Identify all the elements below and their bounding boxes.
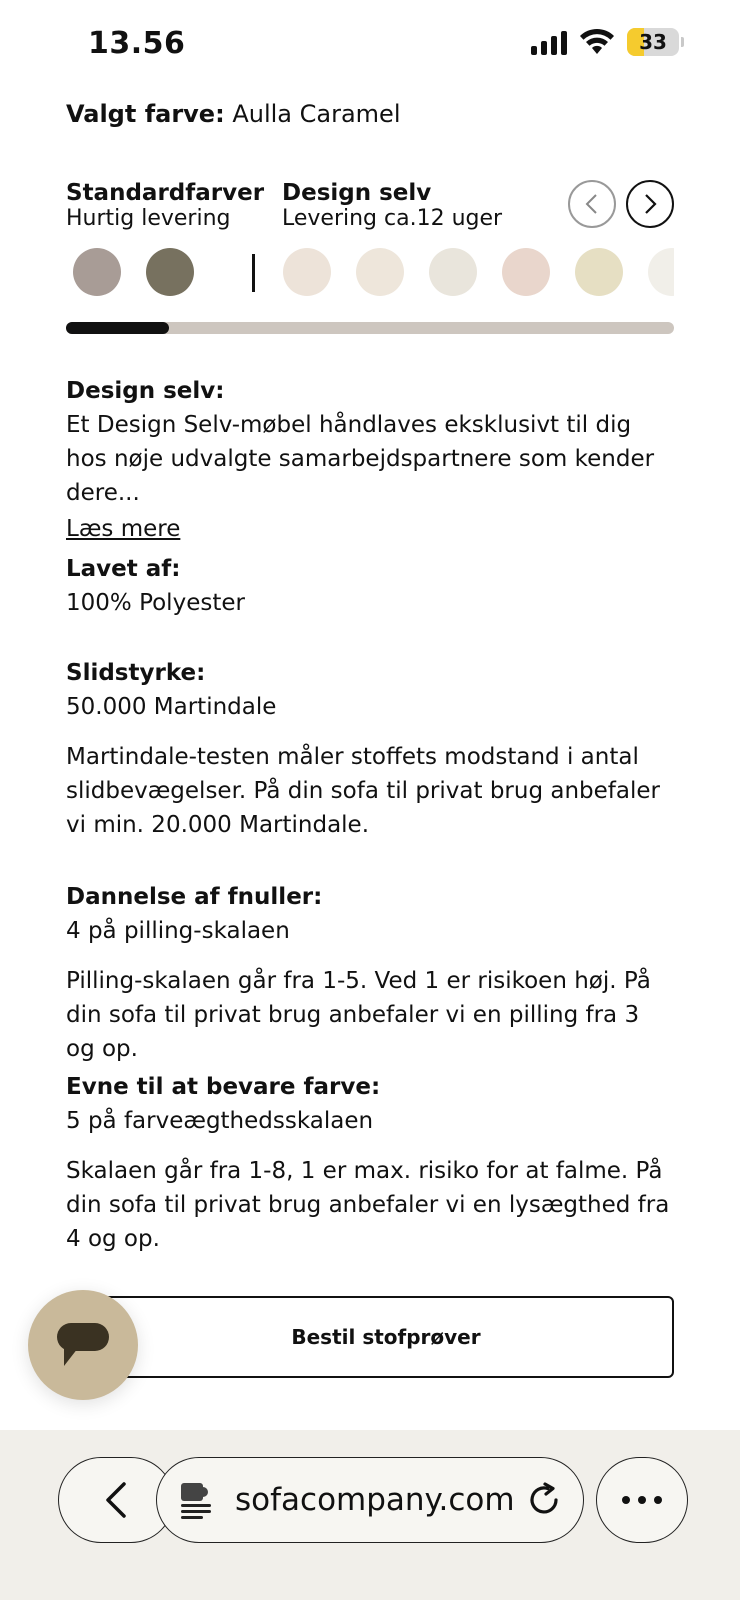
wear-value: 50.000 Martindale: [66, 694, 277, 720]
status-icons: [531, 28, 684, 56]
read-more-link[interactable]: Læs mere: [66, 516, 181, 542]
group-standard-title: Standardfarver: [66, 180, 265, 206]
pilling-title: Dannelse af fnuller:: [66, 884, 323, 910]
color-swatch-design[interactable]: [648, 248, 674, 296]
url-text: sofacompany.com: [235, 1482, 515, 1518]
wear-text: Martindale-testen måler stoffets modstand i antal slidbevægelser. På din sofa til privat brug anbefaler vi min. 20.000 Martindale.: [66, 744, 660, 838]
dot-icon: [622, 1496, 630, 1504]
reload-icon[interactable]: [525, 1481, 563, 1519]
wifi-icon: [579, 28, 615, 56]
color-swatch-standard[interactable]: [73, 248, 121, 296]
dot-icon: [654, 1496, 662, 1504]
chevron-right-icon: [640, 192, 660, 216]
more-options-button[interactable]: [596, 1457, 688, 1543]
color-swatch-standard[interactable]: [146, 248, 194, 296]
selected-color: [66, 100, 674, 128]
battery-icon: [627, 28, 679, 56]
status-bar: [0, 0, 740, 90]
group-design-subtitle: Levering ca.12 uger: [282, 206, 503, 231]
reader-puzzle-icon: [177, 1480, 217, 1520]
color-fastness-text: Skalaen går fra 1-8, 1 er max. risiko for at falme. På din sofa til privat brug anbefaler vi en lysægthed fra 4 og op.: [66, 1158, 670, 1252]
group-design[interactable]: [282, 180, 502, 232]
selected-color-label: Valgt farve:: [66, 100, 225, 128]
cellular-signal-icon: [531, 29, 567, 55]
dot-icon: [638, 1496, 646, 1504]
color-swatch-design[interactable]: [502, 248, 550, 296]
pilling-section: [66, 880, 674, 1066]
color-swatch-design[interactable]: [283, 248, 331, 296]
design-title: Design selv:: [66, 378, 225, 404]
made-of-title: Lavet af:: [66, 556, 181, 582]
status-time: 13.56: [88, 26, 186, 61]
browser-toolbar: [0, 1430, 740, 1600]
design-section: [66, 374, 674, 546]
swatch-row: [66, 248, 674, 300]
color-fastness-section: [66, 1070, 674, 1256]
made-of-section: [66, 552, 674, 620]
wear-title: Slidstyrke:: [66, 660, 206, 686]
group-standard-subtitle: Hurtig levering: [66, 206, 231, 231]
color-swatch-design[interactable]: [575, 248, 623, 296]
made-of-value: 100% Polyester: [66, 590, 245, 616]
chat-icon: [56, 1322, 110, 1368]
group-standard[interactable]: [66, 180, 264, 232]
battery-tip: [681, 37, 684, 47]
pilling-value: 4 på pilling-skalaen: [66, 918, 290, 944]
chevron-left-icon: [582, 192, 602, 216]
battery-percent: 33: [639, 30, 667, 54]
order-samples-button[interactable]: Bestil stofprøver: [98, 1296, 674, 1378]
next-button[interactable]: [626, 180, 674, 228]
wear-section: [66, 656, 674, 842]
swatch-scroll-track[interactable]: [66, 322, 674, 334]
pilling-text: Pilling-skalaen går fra 1-5. Ved 1 er risikoen høj. På din sofa til privat brug anbefaler vi en pilling fra 3 og op.: [66, 968, 651, 1062]
swatch-divider: [252, 254, 255, 292]
previous-button[interactable]: [568, 180, 616, 228]
chevron-left-icon: [102, 1480, 130, 1520]
color-fastness-value: 5 på farveægthedsskalaen: [66, 1108, 374, 1134]
group-design-title: Design selv: [282, 180, 432, 206]
swatch-scroll-thumb[interactable]: [66, 322, 169, 334]
color-swatch-design[interactable]: [429, 248, 477, 296]
selected-color-value: Aulla Caramel: [232, 100, 401, 128]
address-bar[interactable]: [156, 1457, 584, 1543]
color-fastness-title: Evne til at bevare farve:: [66, 1074, 381, 1100]
color-swatch-design[interactable]: [356, 248, 404, 296]
chat-button[interactable]: [28, 1290, 138, 1400]
design-text: Et Design Selv-møbel håndlaves eksklusivt til dig hos nøje udvalgte samarbejdspartnere som kender dere...: [66, 412, 655, 506]
